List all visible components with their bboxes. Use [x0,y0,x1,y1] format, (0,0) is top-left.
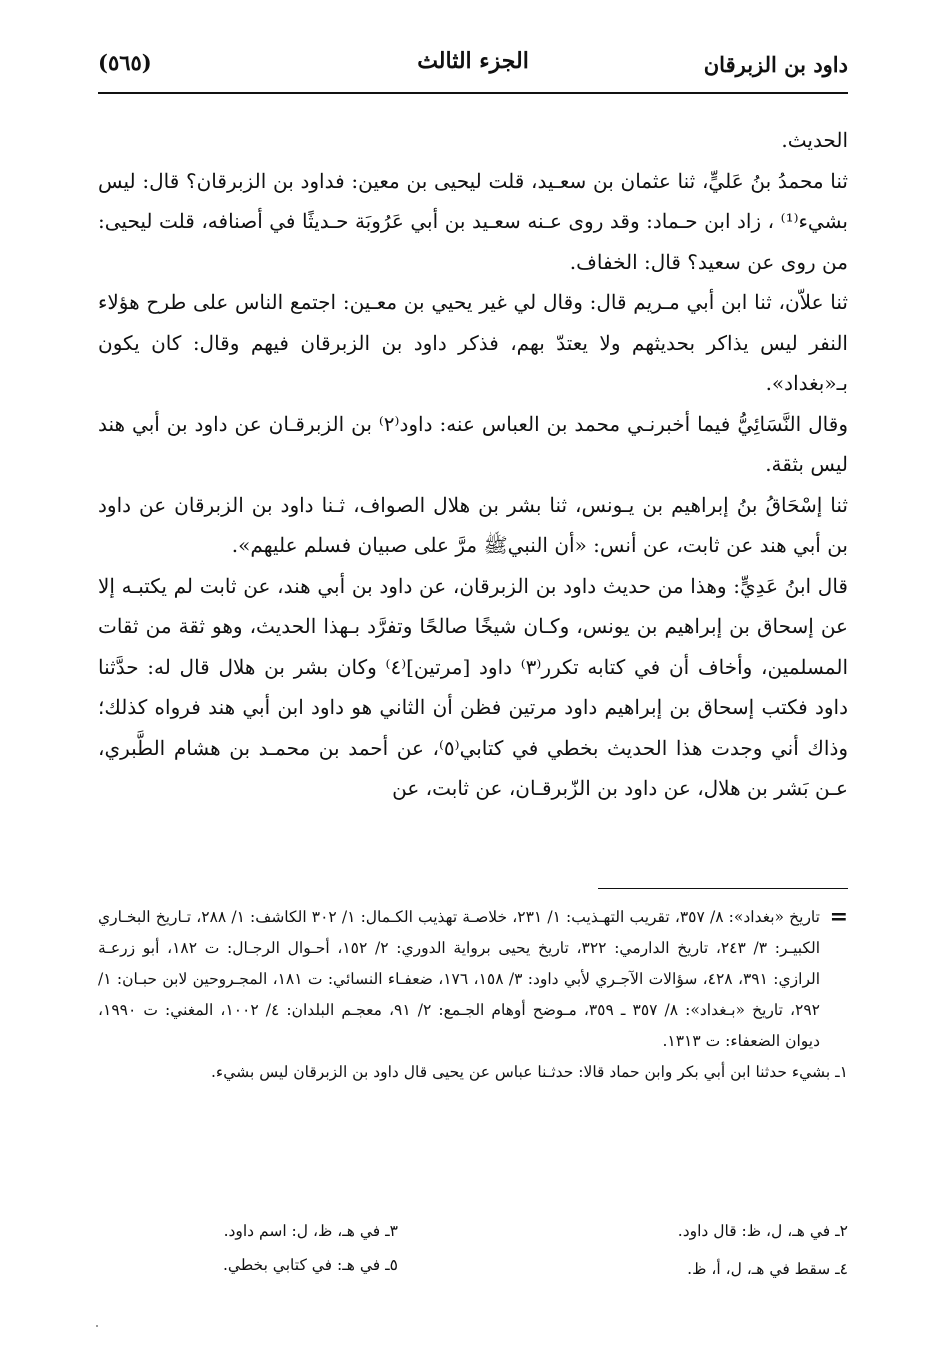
footnote-2: ٢ـ في هـ، ل، ظ: قال داود. [677,1222,848,1240]
header-divider [98,92,848,94]
paragraph: ثنا محمدُ بنُ عَليٍّ، ثنا عثمان بن سعـيد، قلت ليحيى بن معين: فداود بن الزبرقان؟ قال: ليس بشيء⁽¹⁾ ، زاد ابن حـماد: وقد روى عـنه سعـيد بن أبي عَرُوبَة حـديثًا في أصنافه، قلت ليحيى: من روى عن سعيد؟ قال: الخفاف. [98,168,848,274]
footnotes-grid [98,1212,848,1282]
running-title: داود بن الزبرقان [703,52,848,77]
footnotes [98,902,848,1088]
paragraph: الحديث. [781,128,848,152]
footnote-divider [598,888,848,889]
footnote-continuation-text: تاريخ «بغداد»: ٨/ ٣٥٧، تقريب التهـذيب: ١/ ٢٣١، خلاصـة تهذيب الكـمال: ١/ ٣٠٢ الكاشف: ١/ ٢٨٨، تـاريخ البخـاري الكبيـر: ٣/ ٢٤٣، تاريخ الدارمي: ٣٢٢، تاريخ يحيى برواية الدوري: ٢/ ١٥٢، أحـوال الرجـال: ت ١٨٢، أبو زرعـة الرازي: ٣٩١، ٤٢٨، سؤالات الآجـري لأبي داود: ٣/ ١٥٨، ١٧٦، ضعفـاء النسائي: ت ١٨١، المجـروحين لابن حبـان: ١/ ٢٩٢، تاريخ «بـغداد»: ٨/ ٣٥٧ ـ ٣٥٩، مـوضح أوهام الجـمع: ٢/ ٩١، معجـم البلدان: ٤/ ١٠٠٢، المغني: ت ١٩٩٠، ديوان الضعفاء: ت ١٣١٣. [98,908,821,1050]
page-number: (٥٦٥) [98,50,152,75]
paragraph: قال ابنُ عَدِيٍّ: وهذا من حديث داود بن الزبرقان، عن داود بن أبي هند، عن ثابت لم يكتبـه إلا عن إسحاق بن إبراهيم بن يونس، وكـان شيخًا صالحًا وتفرَّد بـهذا الحديث، وهو ثقة من ثقات المسلمين، وأخاف أن في كتابه تكرر⁽٣⁾ داود [مرتين]⁽٤⁾ وكان بشر بن هلال قال له: حدَّثنا داود فكتب إسحاق بن إبراهيم داود مرتين فظن أن الثاني هو داود ابن أبي هند فرواه كذلك؛ وذاك أني وجدت هذا الحديث بخطي في كتابي⁽٥⁾، عن أحمد بن محمـد بن هشام الطَّبري، عـن بَشر بن هلال، عن داود بن الزّبرقـان، عن ثابت، عن [98,573,849,800]
paragraph: ثنا علاّن، ثنا ابن أبي مـريم قال: وقال لي غير يحيي بن معـين: اجتمع الناس على طرح هؤلاء النفر ليس يذاكر بحديثهم ولا يعتدّ بهم، فذكر داود بن الزبرقان فيهم وقال: كان يكون بـ«بغداد». [98,290,848,395]
continuation-mark: = [829,904,848,930]
paragraph: ثنا إسْحَاقُ بنُ إبراهيم بن يـونس، ثنا بشر بن هلال الصواف، ثـنا داود بن الزبرقان عن داود بن أبي هند عن ثابت، عن أنس: «أن النبيﷺ مرَّ على صبيان فسلم عليهم». [98,492,848,557]
footnote-5: ٥ـ في هـ: في كتابي بخطي. [223,1256,398,1274]
scan-speck [96,1325,98,1327]
volume-title: الجزء الثالث [417,48,529,74]
footnote-4: ٤ـ سقط في هـ، ل، أ، ظ. [687,1260,848,1278]
footnote-continuation [98,902,848,1057]
main-text [98,120,848,809]
paragraph: وقال النَّسَائِيُّ فيما أخبرنـي محمد بن العباس عنه: داود⁽٢⁾ بن الزبرقـان عن داود بن أبي هند ليس بثقة. [98,411,848,476]
footnote-3: ٣ـ في هـ، ظ، ل: اسم داود. [223,1222,398,1240]
footnote-1: ١ـ بشيء حدثنا ابن أبي بكر وابن حماد قالا: حدثـنا عباس عن يحيى قال داود بن الزبرقان ليس بشيء. [211,1063,848,1081]
page-header [98,46,848,90]
